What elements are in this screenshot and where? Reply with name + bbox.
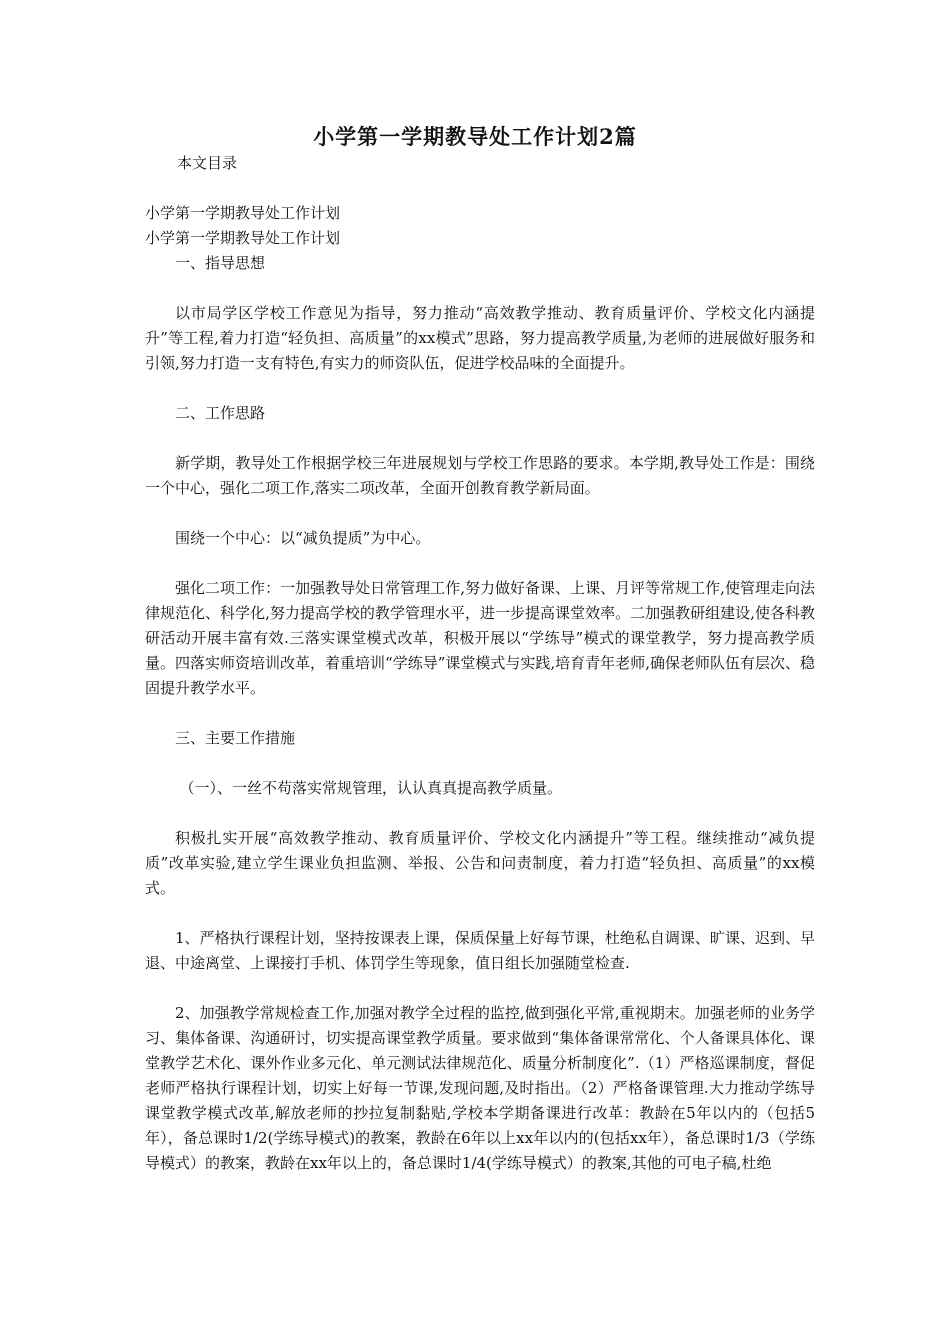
section-heading-main-measures: 三、主要工作措施	[175, 729, 296, 747]
section-heading-guiding-ideology: 一、指导思想	[175, 254, 266, 272]
table-of-contents	[145, 201, 340, 251]
paragraph: 围绕一个中心：以“减负提质”为中心。	[175, 529, 431, 547]
paragraph: 新学期，教导处工作根据学校三年进展规划与学校工作思路的要求。本学期,教导处工作是：围绕一个中心，强化二项工作,落实二项改革，全面开创教育教学新局面。	[145, 454, 815, 497]
paragraph: 强化二项工作：一加强教导处日常管理工作,努力做好备课、上课、月评等常规工作,使管理走向法律规范化、科学化,努力提高学校的教学管理水平，进一步提高课堂效率。二加强教研组建设,使各科教研活动开展丰富有效.三落实课堂模式改革，积极开展以“学练导”模式的课堂教学，努力提高教学质量。四落实师资培训改革，着重培训“学练导”课堂模式与实践,培育青年老师,确保老师队伍有层次、稳固提升教学水平。	[145, 579, 815, 697]
paragraph: 以市局学区学校工作意见为指导，努力推动“高效教学推动、教育质量评价、学校文化内涵提升”等工程,着力打造“轻负担、高质量”的xx模式”思路，努力提高教学质量,为老师的进展做好服务和引领,努力打造一支有特色,有实力的师资队伍，促进学校品味的全面提升。	[145, 304, 815, 372]
paragraph: 积极扎实开展“高效教学推动、教育质量评价、学校文化内涵提升”等工程。继续推动“减负提质”改革实验,建立学生课业负担监测、举报、公告和问责制度，着力打造“轻负担、高质量”的xx模式。	[145, 829, 815, 897]
subsection-heading: （一）、一丝不苟落实常规管理，认认真真提高教学质量。	[179, 779, 563, 797]
toc-item[interactable]: 小学第一学期教导处工作计划	[145, 204, 341, 222]
paragraph: 2、加强教学常规检查工作,加强对教学全过程的监控,做到强化平常,重视期末。加强老师的业务学习、集体备课、沟通研讨，切实提高课堂教学质量。要求做到“集体备课常常化、个人备课具体化、课堂教学艺术化、课外作业多元化、单元测试法律规范化、质量分析制度化”.（1）严格巡课制度，督促老师严格执行课程计划，切实上好每一节课,发现问题,及时指出。（2）严格备课管理.大力推动学练导课堂教学模式改革,解放老师的抄拉复制黏贴,学校本学期备课进行改革：教龄在5年以内的（包括5年），备总课时1/2(学练导模式)的教案，教龄在6年以上xx年以内的(包括xx年），备总课时1/3（学练导模式）的教案，教龄在xx年以上的，备总课时1/4(学练导模式）的教案,其他的可电子稿,杜绝	[145, 1004, 815, 1172]
paragraph: 1、严格执行课程计划，坚持按课表上课，保质保量上好每节课，杜绝私自调课、旷课、迟到、早退、中途离堂、上课接打手机、体罚学生等现象，值日组长加强随堂检查.	[145, 929, 815, 972]
document-body	[145, 251, 815, 1201]
toc-item[interactable]: 小学第一学期教导处工作计划	[145, 229, 341, 247]
document-title: 小学第一学期教导处工作计划2篇	[313, 124, 637, 149]
toc-heading: 本文目录	[177, 154, 238, 172]
section-heading-work-approach: 二、工作思路	[175, 404, 266, 422]
